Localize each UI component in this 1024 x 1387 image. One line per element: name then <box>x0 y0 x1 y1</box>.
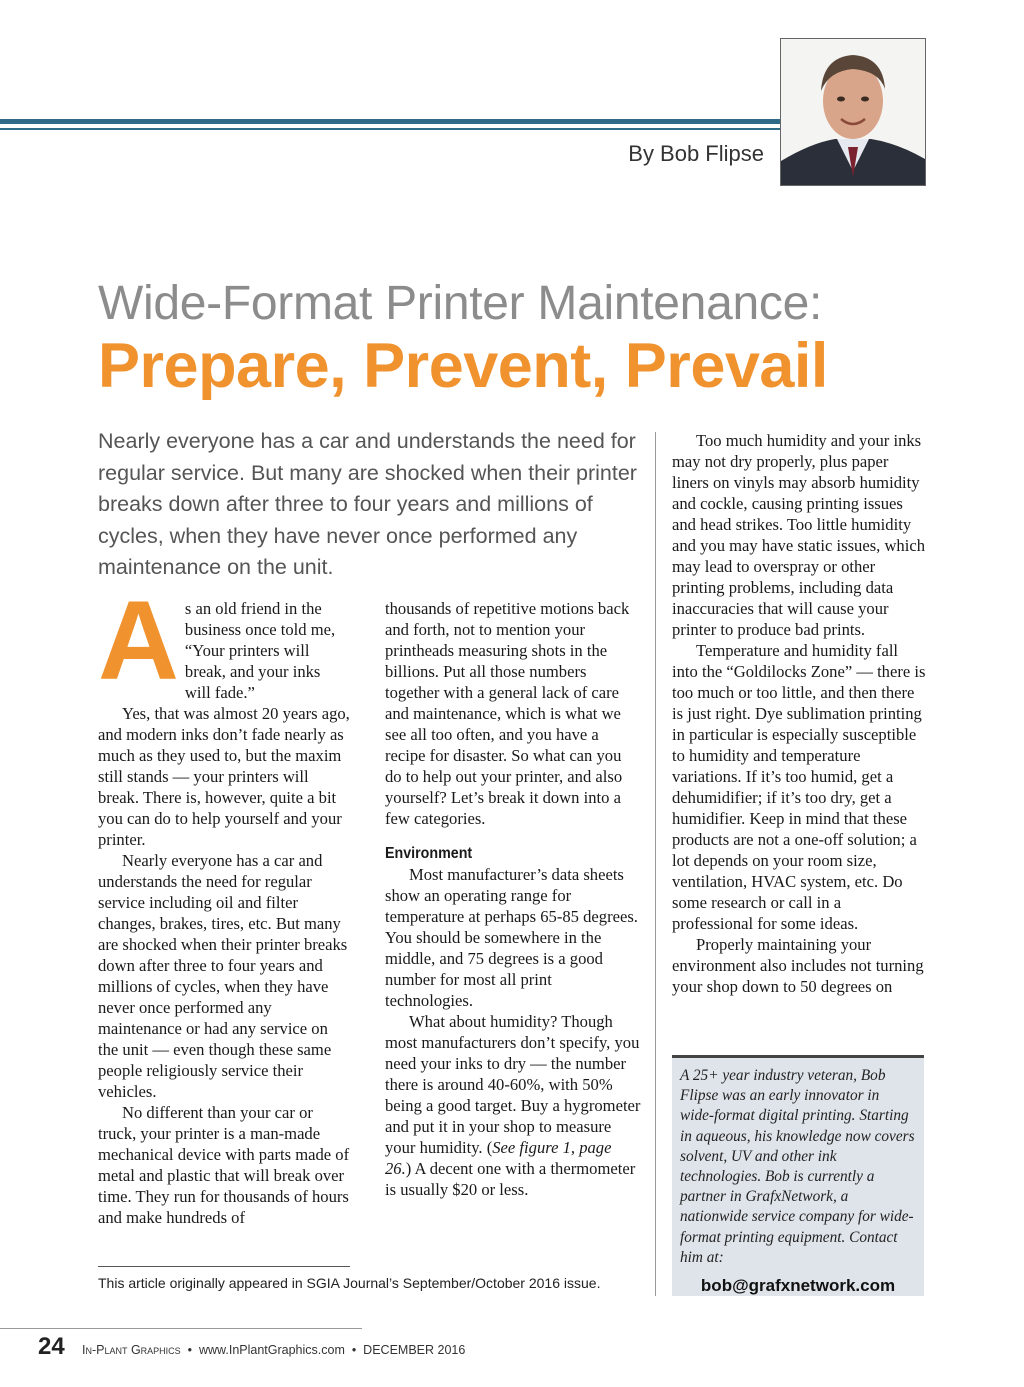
author-bio-box <box>672 1055 924 1296</box>
headline-line-1: Wide-Format Printer Maintenance: <box>98 277 822 330</box>
section-heading-environment: Environment <box>385 845 473 862</box>
figure-reference: See figure 1, page 26. <box>385 1138 612 1178</box>
footnote-rule <box>98 1266 350 1267</box>
issue-date: DECEMBER 2016 <box>363 1343 466 1357</box>
first-paragraph <box>98 578 350 703</box>
paragraph: No different than your car or truck, your printer is a man-made mechanical device with parts made of metal and plastic that will break over time. They run for thousands of hours and make hundreds of <box>98 1103 350 1227</box>
publication-name: In-Plant Graphics <box>82 1343 181 1357</box>
paragraph-text: ) A decent one with a thermometer is usually $20 or less. <box>385 1159 636 1199</box>
article-column-3 <box>672 430 926 997</box>
byline: By Bob Flipse <box>628 141 764 166</box>
footer-separator: • <box>187 1343 193 1357</box>
publication-url[interactable]: www.InPlantGraphics.com <box>198 1343 345 1357</box>
header-rule <box>0 119 780 124</box>
footnote: This article originally appeared in SGIA Journal’s September/October 2016 issue. <box>98 1275 601 1291</box>
column-divider <box>655 432 656 1296</box>
paragraph: Too much humidity and your inks may not dry properly, plus paper liners on vinyls may absorb humidity and cockle, causing printing issues and head strikes. Too little humidity and you may have static issues, which may lead to overspray or other printing problems, including data inaccuracies that will cause your printer to produce bad prints. <box>672 431 925 639</box>
paragraph: Temperature and humidity fall into the “Goldilocks Zone” — there is too much or too little, and then there is just right. Dye sublimation printing in particular is especially susceptible to humidity and temperature variations. If it’s too humid, get a dehumidifier; if it’s too dry, get a humidifier. Keep in mind that these products are not a one-off solution; a lot depends on your room size, ventilation, HVAC system, etc. Do some research or call in a professional for some ideas. <box>672 641 926 933</box>
drop-cap: A <box>98 578 179 703</box>
author-email-link[interactable]: bob@grafxnetwork.com <box>700 1276 896 1296</box>
author-photo <box>780 38 926 186</box>
footer-separator: • <box>351 1343 357 1357</box>
deck-intro: Nearly everyone has a car and understands the need for regular service. But many are shocked when their printer breaks down after three to four years and millions of cycles, when they have never once performed any maintenance on the unit. <box>98 429 637 579</box>
paragraph: Yes, that was almost 20 years ago, and modern inks don’t fade nearly as much as they used to, but the maxim still stands — your printers will break. There is, however, quite a bit you can do to help yourself and your printer. <box>98 704 350 849</box>
page-number: 24 <box>38 1333 65 1360</box>
page-footer <box>82 1343 465 1357</box>
author-bio-text: A 25+ year industry veteran, Bob Flipse was an early innovator in wide-format digital printing. Starting in aqueous, his knowledge now covers solvent, UV and other ink technologies. Bob is currently a partner in GrafxNetwork, a nationwide service company for wide-format printing equipment. Contact him at: <box>680 1067 915 1266</box>
paragraph: Nearly everyone has a car and understands the need for regular service including oil and filter changes, brakes, tires, etc. But many are shocked when their printer breaks down after three to four years and millions of cycles, when they have never once performed any maintenance or had any service on the unit — even though these same people religiously service their vehicles. <box>98 851 348 1101</box>
paragraph: Most manufacturer’s data sheets show an operating range for temperature at perhaps 65-85 degrees. You should be somewhere in the middle, and 75 degrees is a good number for most all print technologies. <box>385 865 638 1010</box>
paragraph: Properly maintaining your environment also includes not turning your shop down to 50 degrees on <box>672 935 924 996</box>
article-column-2 <box>385 598 641 1200</box>
paragraph <box>385 1011 641 1200</box>
paragraph: thousands of repetitive motions back and forth, not to mention your printheads measuring shots in the billions. Put all those numbers together with a general lack of care and maintenance, which is what we see all too often, and you have a recipe for disaster. So what can you do to help out your printer, and also yourself? Let’s break it down into a few categories. <box>385 599 630 828</box>
header-rule-thin <box>0 128 780 130</box>
footer-rule <box>0 1328 362 1329</box>
paragraph-text: s an old friend in the business once told me, “Your printers will break, and your inks will fade.” <box>184 599 336 702</box>
paragraph-text: What about humidity? Though most manufacturers don’t specify, you need your inks to dry — the number there is around 40-60%, with 50% being a good target. Buy a hygrometer and put it in your shop to measure your humidity. ( <box>385 1012 641 1157</box>
headline-line-2: Prepare, Prevent, Prevail <box>98 331 828 401</box>
article-column-1 <box>98 578 350 1228</box>
